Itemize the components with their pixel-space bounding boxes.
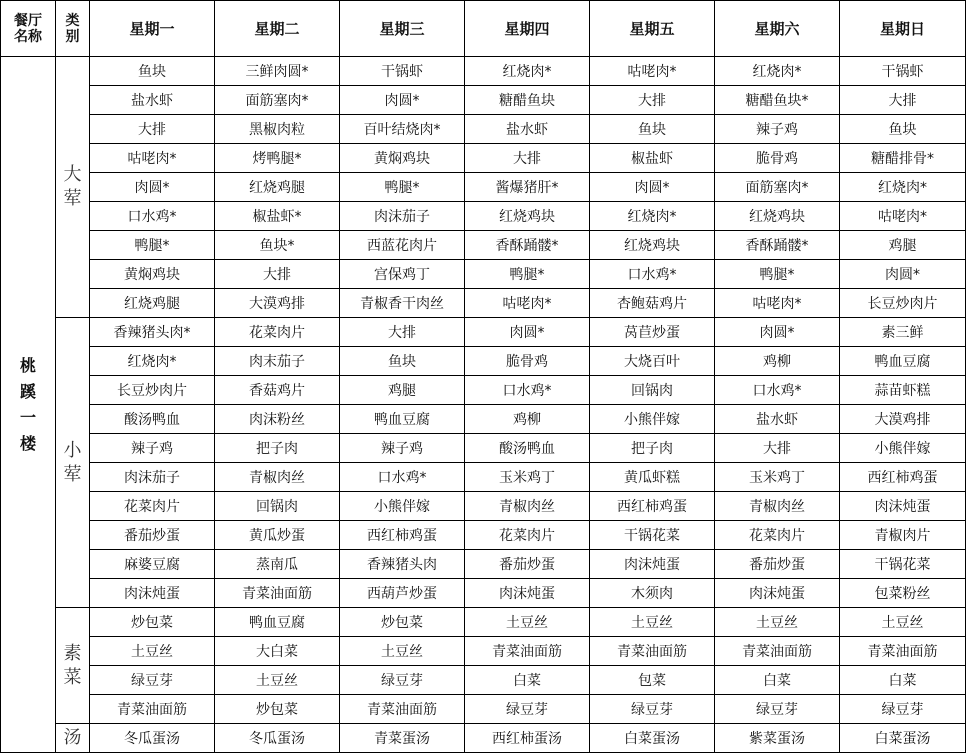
dish-cell: 绿豆芽 — [590, 695, 715, 724]
dish-cell: 黄瓜虾糕 — [590, 463, 715, 492]
dish-cell: 长豆炒肉片 — [90, 376, 215, 405]
dish-cell: 回锅肉 — [215, 492, 340, 521]
dish-cell: 大漠鸡排 — [840, 405, 966, 434]
dish-cell: 番茄炒蛋 — [715, 550, 840, 579]
dish-cell: 糖醋排骨* — [840, 144, 966, 173]
table-row — [1, 86, 966, 115]
dish-cell: 青椒肉丝 — [465, 492, 590, 521]
dish-cell: 肉沫炖蛋 — [90, 579, 215, 608]
table-row — [1, 144, 966, 173]
dish-cell: 香酥踊髅* — [715, 231, 840, 260]
dish-cell: 回锅肉 — [590, 376, 715, 405]
dish-cell: 白菜 — [840, 666, 966, 695]
table-row — [1, 173, 966, 202]
dish-cell: 鱼块* — [215, 231, 340, 260]
dish-cell: 玉米鸡丁 — [465, 463, 590, 492]
dish-cell: 干锅虾 — [840, 57, 966, 86]
dish-cell: 鸭血豆腐 — [215, 608, 340, 637]
dish-cell: 鸭血豆腐 — [840, 347, 966, 376]
dish-cell: 咕咾肉* — [465, 289, 590, 318]
dish-cell: 肉沫炖蛋 — [840, 492, 966, 521]
dish-cell: 辣子鸡 — [715, 115, 840, 144]
dish-cell: 鸡腿 — [840, 231, 966, 260]
dish-cell: 鸭腿* — [90, 231, 215, 260]
dish-cell: 麻婆豆腐 — [90, 550, 215, 579]
dish-cell: 红烧肉* — [465, 57, 590, 86]
dish-cell: 绿豆芽 — [90, 666, 215, 695]
dish-cell: 绿豆芽 — [465, 695, 590, 724]
dish-cell: 糖醋鱼块 — [465, 86, 590, 115]
dish-cell: 炒包菜 — [90, 608, 215, 637]
dish-cell: 香辣猪头肉 — [340, 550, 465, 579]
dish-cell: 红烧鸡块 — [465, 202, 590, 231]
dish-cell: 青菜油面筋 — [340, 695, 465, 724]
dish-cell: 土豆丝 — [340, 637, 465, 666]
table-row — [1, 115, 966, 144]
dish-cell: 肉圆* — [340, 86, 465, 115]
dish-cell: 辣子鸡 — [340, 434, 465, 463]
dish-cell: 咕咾肉* — [840, 202, 966, 231]
dish-cell: 大烧百叶 — [590, 347, 715, 376]
table-row — [1, 637, 966, 666]
table-row — [1, 231, 966, 260]
dish-cell: 红烧肉* — [90, 347, 215, 376]
dish-cell: 小熊伴嫁 — [590, 405, 715, 434]
header-row — [1, 1, 966, 57]
dish-cell: 白菜蛋汤 — [840, 724, 966, 753]
table-row — [1, 376, 966, 405]
dish-cell: 黄焖鸡块 — [90, 260, 215, 289]
dish-cell: 花菜肉片 — [215, 318, 340, 347]
dish-cell: 青椒香干肉丝 — [340, 289, 465, 318]
table-row — [1, 521, 966, 550]
dish-cell: 鸡腿 — [340, 376, 465, 405]
dish-cell: 肉圆* — [590, 173, 715, 202]
dish-cell: 绿豆芽 — [340, 666, 465, 695]
dish-cell: 鸭腿* — [340, 173, 465, 202]
dish-cell: 蒸南瓜 — [215, 550, 340, 579]
header-day: 星期六 — [715, 1, 840, 57]
dish-cell: 白菜 — [715, 666, 840, 695]
dish-cell: 青菜蛋汤 — [340, 724, 465, 753]
dish-cell: 西红柿鸡蛋 — [340, 521, 465, 550]
dish-cell: 肉圆* — [90, 173, 215, 202]
dish-cell: 肉沫炖蛋 — [590, 550, 715, 579]
dish-cell: 花菜肉片 — [90, 492, 215, 521]
dish-cell: 香辣猪头肉* — [90, 318, 215, 347]
table-row — [1, 434, 966, 463]
dish-cell: 小熊伴嫁 — [340, 492, 465, 521]
dish-cell: 土豆丝 — [715, 608, 840, 637]
category-cell — [56, 608, 90, 724]
dish-cell: 青菜油面筋 — [90, 695, 215, 724]
header-day: 星期三 — [340, 1, 465, 57]
table-row — [1, 666, 966, 695]
dish-cell: 宫保鸡丁 — [340, 260, 465, 289]
dish-cell: 椒盐虾* — [215, 202, 340, 231]
dish-cell: 绿豆芽 — [715, 695, 840, 724]
dish-cell: 口水鸡* — [590, 260, 715, 289]
dish-cell: 青菜油面筋 — [715, 637, 840, 666]
dish-cell: 冬瓜蛋汤 — [90, 724, 215, 753]
dish-cell: 大白菜 — [215, 637, 340, 666]
dish-cell: 青菜油面筋 — [215, 579, 340, 608]
table-row — [1, 695, 966, 724]
dish-cell: 木须肉 — [590, 579, 715, 608]
dish-cell: 白菜蛋汤 — [590, 724, 715, 753]
dish-cell: 烤鸭腿* — [215, 144, 340, 173]
dish-cell: 西红柿鸡蛋 — [590, 492, 715, 521]
dish-cell: 椒盐虾 — [590, 144, 715, 173]
category-label: 汤 — [63, 727, 82, 748]
menu-body — [1, 1, 966, 753]
dish-cell: 长豆炒肉片 — [840, 289, 966, 318]
dish-cell: 青菜油面筋 — [465, 637, 590, 666]
category-label: 大荤 — [63, 164, 82, 209]
dish-cell: 红烧鸡腿 — [215, 173, 340, 202]
dish-cell: 把子肉 — [590, 434, 715, 463]
dish-cell: 番茄炒蛋 — [465, 550, 590, 579]
dish-cell: 盐水虾 — [465, 115, 590, 144]
dish-cell: 花菜肉片 — [465, 521, 590, 550]
dish-cell: 面筋塞肉* — [215, 86, 340, 115]
table-row — [1, 463, 966, 492]
dish-cell: 莴苣炒蛋 — [590, 318, 715, 347]
dish-cell: 鸡柳 — [715, 347, 840, 376]
dish-cell: 青菜油面筋 — [840, 637, 966, 666]
table-row — [1, 608, 966, 637]
header-day: 星期五 — [590, 1, 715, 57]
dish-cell: 口水鸡* — [90, 202, 215, 231]
dish-cell: 鱼块 — [590, 115, 715, 144]
dish-cell: 青椒肉丝 — [215, 463, 340, 492]
header-day: 星期一 — [90, 1, 215, 57]
dish-cell: 冬瓜蛋汤 — [215, 724, 340, 753]
table-row — [1, 579, 966, 608]
dish-cell: 肉沫炖蛋 — [465, 579, 590, 608]
dish-cell: 炒包菜 — [215, 695, 340, 724]
table-row — [1, 724, 966, 753]
dish-cell: 白菜 — [465, 666, 590, 695]
dish-cell: 鸭血豆腐 — [340, 405, 465, 434]
dish-cell: 肉圆* — [715, 318, 840, 347]
dish-cell: 肉沫粉丝 — [215, 405, 340, 434]
dish-cell: 小熊伴嫁 — [840, 434, 966, 463]
dish-cell: 大漠鸡排 — [215, 289, 340, 318]
dish-cell: 口水鸡* — [715, 376, 840, 405]
dish-cell: 包菜 — [590, 666, 715, 695]
dish-cell: 土豆丝 — [215, 666, 340, 695]
table-row — [1, 492, 966, 521]
dish-cell: 包菜粉丝 — [840, 579, 966, 608]
dish-cell: 口水鸡* — [465, 376, 590, 405]
table-row — [1, 260, 966, 289]
dish-cell: 杏鲍菇鸡片 — [590, 289, 715, 318]
dish-cell: 面筋塞肉* — [715, 173, 840, 202]
dish-cell: 三鲜肉圆* — [215, 57, 340, 86]
dish-cell: 绿豆芽 — [840, 695, 966, 724]
header-restaurant: 餐厅名称 — [1, 1, 56, 57]
dish-cell: 盐水虾 — [715, 405, 840, 434]
dish-cell: 大排 — [840, 86, 966, 115]
dish-cell: 肉末茄子 — [215, 347, 340, 376]
dish-cell: 干锅虾 — [340, 57, 465, 86]
table-row — [1, 550, 966, 579]
dish-cell: 大排 — [340, 318, 465, 347]
dish-cell: 番茄炒蛋 — [90, 521, 215, 550]
dish-cell: 辣子鸡 — [90, 434, 215, 463]
table-row — [1, 318, 966, 347]
dish-cell: 鱼块 — [340, 347, 465, 376]
dish-cell: 肉沫茄子 — [90, 463, 215, 492]
dish-cell: 西葫芦炒蛋 — [340, 579, 465, 608]
table-row — [1, 347, 966, 376]
dish-cell: 大排 — [715, 434, 840, 463]
dish-cell: 干锅花菜 — [590, 521, 715, 550]
dish-cell: 鸭腿* — [465, 260, 590, 289]
dish-cell: 肉沫炖蛋 — [715, 579, 840, 608]
dish-cell: 黄焖鸡块 — [340, 144, 465, 173]
category-cell — [56, 57, 90, 318]
dish-cell: 百叶结烧肉* — [340, 115, 465, 144]
dish-cell: 黄瓜炒蛋 — [215, 521, 340, 550]
header-day: 星期四 — [465, 1, 590, 57]
dish-cell: 红烧鸡腿 — [90, 289, 215, 318]
header-day: 星期日 — [840, 1, 966, 57]
dish-cell: 酸汤鸭血 — [465, 434, 590, 463]
dish-cell: 香菇鸡片 — [215, 376, 340, 405]
dish-cell: 酱爆猪肝* — [465, 173, 590, 202]
category-cell — [56, 318, 90, 608]
table-row — [1, 289, 966, 318]
dish-cell: 土豆丝 — [590, 608, 715, 637]
dish-cell: 西红柿蛋汤 — [465, 724, 590, 753]
dish-cell: 红烧鸡块 — [715, 202, 840, 231]
dish-cell: 脆骨鸡 — [715, 144, 840, 173]
dish-cell: 大排 — [215, 260, 340, 289]
category-label: 素菜 — [63, 642, 82, 688]
dish-cell: 糖醋鱼块* — [715, 86, 840, 115]
dish-cell: 西红柿鸡蛋 — [840, 463, 966, 492]
dish-cell: 咕咾肉* — [715, 289, 840, 318]
dish-cell: 酸汤鸭血 — [90, 405, 215, 434]
dish-cell: 土豆丝 — [90, 637, 215, 666]
dish-cell: 红烧肉* — [840, 173, 966, 202]
dish-cell: 鱼块 — [90, 57, 215, 86]
dish-cell: 青椒肉丝 — [715, 492, 840, 521]
dish-cell: 大排 — [90, 115, 215, 144]
dish-cell: 咕咾肉* — [90, 144, 215, 173]
dish-cell: 肉圆* — [465, 318, 590, 347]
dish-cell: 咕咾肉* — [590, 57, 715, 86]
restaurant-name: 桃蹊一楼 — [19, 355, 36, 453]
table-row — [1, 57, 966, 86]
dish-cell: 香酥踊髅* — [465, 231, 590, 260]
table-row — [1, 202, 966, 231]
dish-cell: 红烧肉* — [590, 202, 715, 231]
dish-cell: 红烧肉* — [715, 57, 840, 86]
dish-cell: 蒜苗虾糕 — [840, 376, 966, 405]
dish-cell: 鸡柳 — [465, 405, 590, 434]
dish-cell: 土豆丝 — [465, 608, 590, 637]
dish-cell: 鸭腿* — [715, 260, 840, 289]
dish-cell: 紫菜蛋汤 — [715, 724, 840, 753]
dish-cell: 把子肉 — [215, 434, 340, 463]
header-category: 类别 — [56, 1, 90, 57]
dish-cell: 玉米鸡丁 — [715, 463, 840, 492]
dish-cell: 花菜肉片 — [715, 521, 840, 550]
dish-cell: 青菜油面筋 — [590, 637, 715, 666]
dish-cell: 炒包菜 — [340, 608, 465, 637]
dish-cell: 脆骨鸡 — [465, 347, 590, 376]
dish-cell: 干锅花菜 — [840, 550, 966, 579]
category-label: 小荤 — [63, 439, 82, 485]
dish-cell: 土豆丝 — [840, 608, 966, 637]
category-cell — [56, 724, 90, 753]
table-row — [1, 405, 966, 434]
dish-cell: 青椒肉片 — [840, 521, 966, 550]
dish-cell: 肉沫茄子 — [340, 202, 465, 231]
dish-cell: 大排 — [465, 144, 590, 173]
dish-cell: 盐水虾 — [90, 86, 215, 115]
dish-cell: 肉圆* — [840, 260, 966, 289]
restaurant-name-cell — [1, 57, 56, 753]
header-day: 星期二 — [215, 1, 340, 57]
dish-cell: 黑椒肉粒 — [215, 115, 340, 144]
dish-cell: 西蓝花肉片 — [340, 231, 465, 260]
dish-cell: 红烧鸡块 — [590, 231, 715, 260]
dish-cell: 口水鸡* — [340, 463, 465, 492]
dish-cell: 素三鲜 — [840, 318, 966, 347]
dish-cell: 大排 — [590, 86, 715, 115]
dish-cell: 鱼块 — [840, 115, 966, 144]
